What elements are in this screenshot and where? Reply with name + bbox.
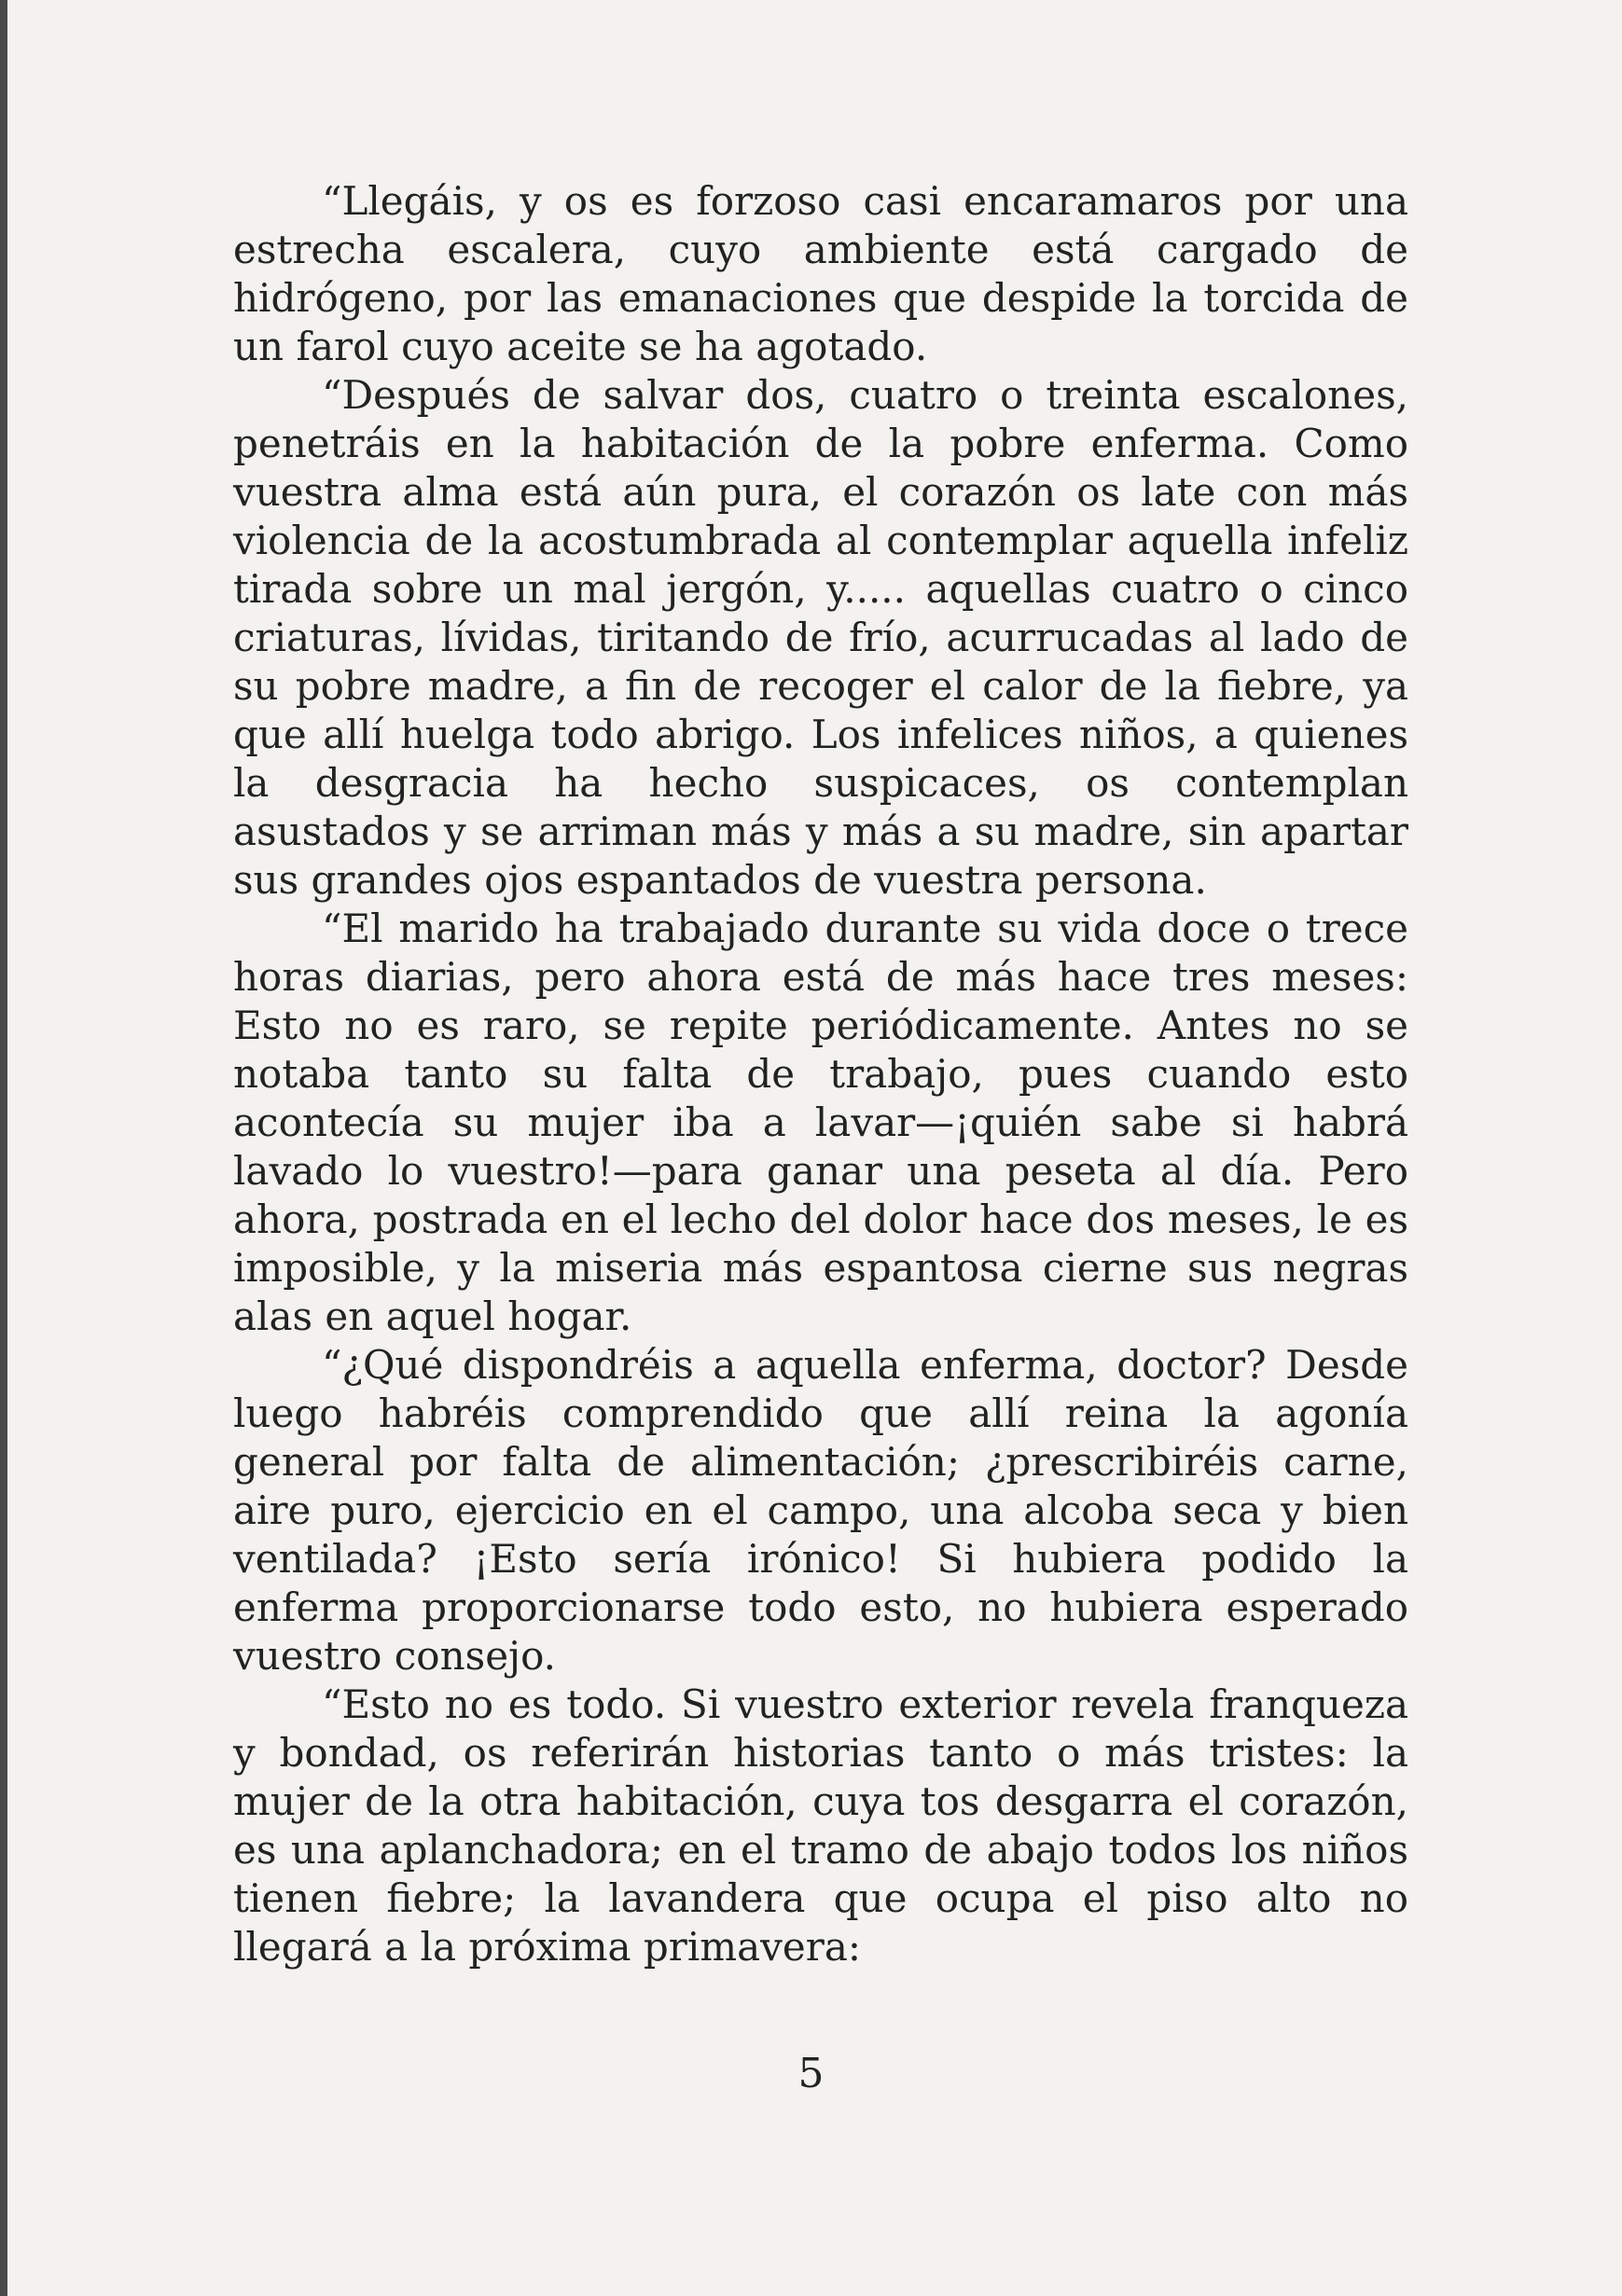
page-number: 5 — [797, 2050, 825, 2097]
paragraph-3: “El marido ha trabajado durante su vida doce o trece horas diarias, pero ahora está de más hace tres meses: Esto no es raro, se repite periódicamente. Antes no se notaba tanto su falta de trabajo, pues cuando esto acontecía su mujer iba a lavar—¡quién sabe si habrá lavado lo vuestro!—para ganar una peseta al día. Pero ahora, postrada en el lecho del dolor hace dos meses, le es imposible, y la miseria más espantosa cierne sus negras alas en aquel hogar. — [233, 906, 1408, 1339]
paragraph-1: “Llegáis, y os es forzoso casi encaramaros por una estrecha escalera, cuyo ambiente está cargado de hidrógeno, por las emanaciones que despide la torcida de un farol cuyo aceite se ha agotado. — [233, 178, 1408, 369]
paragraph-5: “Esto no es todo. Si vuestro exterior revela franqueza y bondad, os referirán historias tanto o más tristes: la mujer de la otra habitación, cuya tos desgarra el corazón, es una aplanchadora; en el tramo de abajo todos los niños tienen fiebre; la lavandera que ocupa el piso alto no llegará a la próxima primavera: — [233, 1681, 1408, 1970]
paragraph-4: “¿Qué dispondréis a aquella enferma, doctor? Desde luego habréis comprendido que allí reina la agonía general por falta de alimentación; ¿prescribiréis carne, aire puro, ejercicio en el campo, una alcoba seca y bien ventilada? ¡Esto sería irónico! Si hubiera podido la enferma proporcionarse todo esto, no hubiera esperado vuestro consejo. — [233, 1342, 1408, 1679]
body-text — [233, 177, 1408, 1971]
paragraph-2: “Después de salvar dos, cuatro o treinta escalones, penetráis en la habitación de la pobre enferma. Como vuestra alma está aún pura, el corazón os late con más violencia de la acostumbrada al contemplar aquella infeliz tirada sobre un mal jergón, y..... aquellas cuatro o cinco criaturas, lívidas, tiritando de frío, acurrucadas al lado de su pobre madre, a fin de recoger el calor de la fiebre, ya que allí huelga todo abrigo. Los infelices niños, a quienes la desgracia ha hecho suspicaces, os contemplan asustados y se arriman más y más a su madre, sin apartar sus grandes ojos espantados de vuestra persona. — [233, 372, 1408, 903]
scan-edge — [0, 0, 7, 2296]
